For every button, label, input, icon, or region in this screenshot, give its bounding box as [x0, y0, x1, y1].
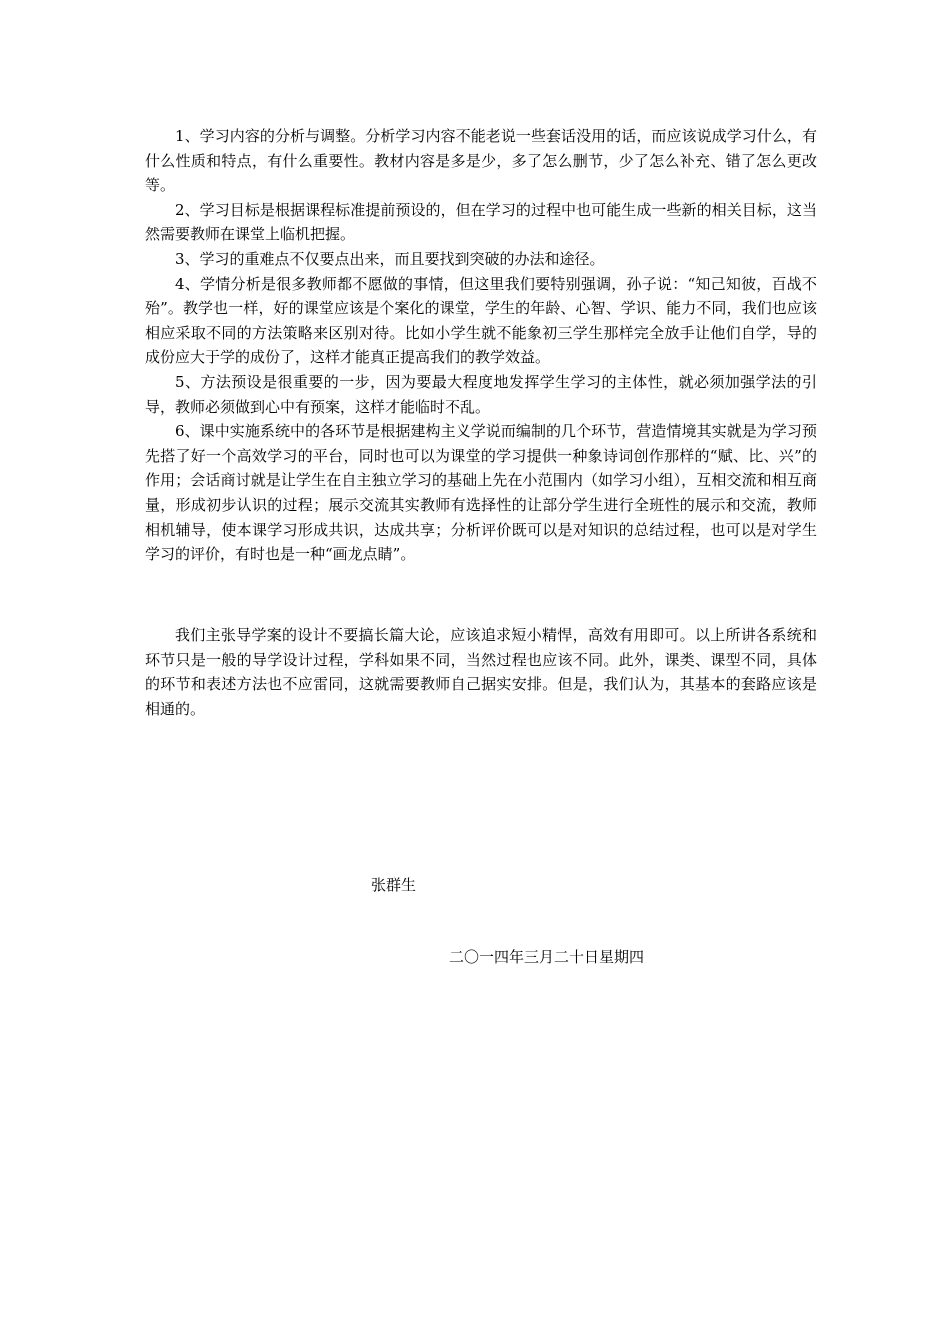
point-5: 5、方法预设是很重要的一步，因为要最大程度地发挥学生学习的主体性，就必须加强学法的引导，教师必须做到心中有预案，这样才能临时不乱。	[145, 372, 817, 416]
author-signature: 张群生	[371, 876, 417, 894]
point-2: 2、学习目标是根据课程标准提前预设的，但在学习的过程中也可能生成一些新的相关目标，这当然需要教师在课堂上临机把握。	[145, 200, 817, 244]
point-3: 3、学习的重难点不仅要点出来，而且要找到突破的办法和途径。	[175, 249, 605, 268]
summary-paragraph: 我们主张导学案的设计不要搞长篇大论，应该追求短小精悍，高效有用即可。以上所讲各系统和环节只是一般的导学设计过程，学科如果不同，当然过程也应该不同。此外，课类、课型不同，具体的环节和表述方法也不应雷同，这就需要教师自己据实安排。但是，我们认为，其基本的套路应该是相通的。	[145, 626, 817, 718]
numbered-points	[145, 124, 817, 567]
summary-section	[145, 623, 817, 721]
document-date: 二〇一四年三月二十日星期四	[449, 948, 645, 966]
point-6: 6、课中实施系统中的各环节是根据建构主义学说而编制的几个环节，营造情境其实就是为学习预先搭了好一个高效学习的平台，同时也可以为课堂的学习提供一种象诗词创作那样的“赋、比、兴”的作用；会话商讨就是让学生在自主独立学习的基础上先在小范围内（如学习小组），互相交流和相互商量，形成初步认识的过程；展示交流其实教师有选择性的让部分学生进行全班性的展示和交流，教师相机辅导，使本课学习形成共识，达成共享；分析评价既可以是对知识的总结过程，也可以是对学生学习的评价，有时也是一种“画龙点睛”。	[145, 422, 817, 564]
point-1: 1、学习内容的分析与调整。分析学习内容不能老说一些套话没用的话，而应该说成学习什么，有什么性质和特点，有什么重要性。教材内容是多是少，多了怎么删节，少了怎么补充、错了怎么更改等。	[145, 127, 817, 195]
point-4: 4、学情分析是很多教师都不愿做的事情，但这里我们要特别强调，孙子说：“知己知彼，百战不殆”。教学也一样，好的课堂应该是个案化的课堂，学生的年龄、心智、学识、能力不同，我们也应该相应采取不同的方法策略来区别对待。比如小学生就不能象初三学生那样完全放手让他们自学，导的成份应大于学的成份了，这样才能真正提高我们的教学效益。	[145, 274, 817, 367]
